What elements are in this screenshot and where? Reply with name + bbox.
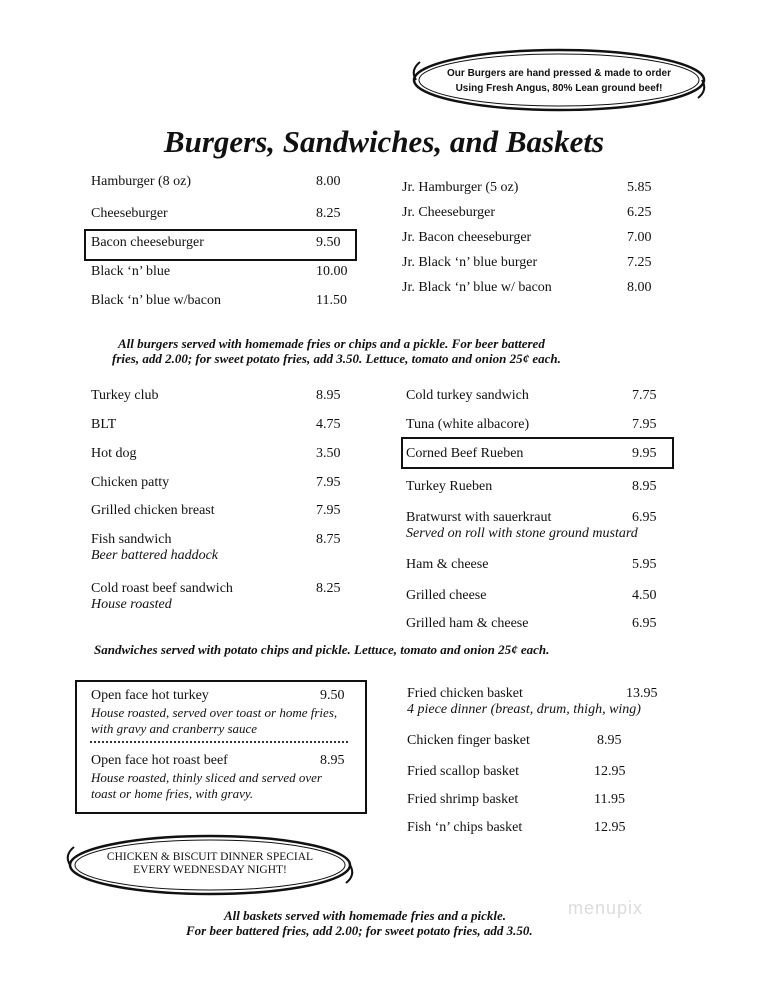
menu-price: 6.95 <box>632 510 657 525</box>
menu-item: Turkey Rueben <box>406 479 493 494</box>
special-oval-line1: CHICKEN & BISCUIT DINNER SPECIAL <box>106 851 314 863</box>
menu-price: 7.95 <box>316 475 341 490</box>
menu-price: 5.95 <box>632 557 657 572</box>
menu-item: Jr. Black ‘n’ blue burger <box>402 255 538 270</box>
top-oval-line1: Our Burgers are hand pressed & made to order <box>447 68 671 79</box>
menu-item: Grilled ham & cheese <box>406 616 529 631</box>
menu-item: Jr. Hamburger (5 oz) <box>402 180 519 195</box>
menu-price: 8.95 <box>632 479 657 494</box>
menu-item: Fried scallop basket <box>407 764 519 779</box>
page-title: Burgers, Sandwiches, and Baskets <box>163 124 605 159</box>
dotted-divider <box>90 741 348 743</box>
menu-price: 5.85 <box>627 180 652 195</box>
basket-note-line2: For beer battered fries, add 2.00; for sweet potato fries, add 3.50. <box>186 923 533 938</box>
menu-item: Bratwurst with sauerkraut <box>406 510 552 525</box>
menu-item: Jr. Cheeseburger <box>402 205 496 220</box>
sandwich-note: Sandwiches served with potato chips and pickle. Lettuce, tomato and onion 25¢ each. <box>94 642 550 657</box>
burger-note-line2: fries, add 2.00; for sweet potato fries, add 3.50. Lettuce, tomato and onion 25¢ each. <box>112 351 561 366</box>
menu-item-description: House roasted <box>91 597 172 612</box>
menu-price: 6.95 <box>632 616 657 631</box>
menu-item-description: Served on roll with stone ground mustard <box>406 526 638 541</box>
menu-item: Jr. Bacon cheeseburger <box>402 230 532 245</box>
menu-price: 13.95 <box>626 686 658 701</box>
menu-price: 9.50 <box>316 235 341 250</box>
menu-price: 7.25 <box>627 255 652 270</box>
menu-price: 7.00 <box>627 230 652 245</box>
menu-price: 8.00 <box>627 280 652 295</box>
menu-price: 7.95 <box>632 417 657 432</box>
menu-price: 12.95 <box>594 820 626 835</box>
menu-item: Hamburger (8 oz) <box>91 174 192 189</box>
menu-item: Ham & cheese <box>406 557 489 572</box>
special-oval-line2: EVERY WEDNESDAY NIGHT! <box>133 864 287 876</box>
menu-item-description: with gravy and cranberry sauce <box>91 721 258 736</box>
menu-item: Hot dog <box>91 446 137 461</box>
menu-price: 3.50 <box>316 446 341 461</box>
menu-price: 4.75 <box>316 417 341 432</box>
menu-price: 10.00 <box>316 264 348 279</box>
menu-item-description: toast or home fries, with gravy. <box>91 786 254 801</box>
menu-item: Turkey club <box>91 388 159 403</box>
menu-item: Fish sandwich <box>91 532 172 547</box>
menu-price: 8.25 <box>316 581 341 596</box>
menu-item: Cheeseburger <box>91 206 168 221</box>
menu-item: Cold turkey sandwich <box>406 388 529 403</box>
menu-item: Open face hot turkey <box>91 688 209 703</box>
menu-price: 9.95 <box>632 446 657 461</box>
menu-price: 12.95 <box>594 764 626 779</box>
menu-item: Jr. Black ‘n’ blue w/ bacon <box>402 280 552 295</box>
menu-item: Bacon cheeseburger <box>91 235 204 250</box>
menu-item-description: House roasted, thinly sliced and served over <box>91 770 322 785</box>
special-oval-text <box>72 851 348 877</box>
top-oval-text <box>418 66 700 96</box>
top-oval-line2: Using Fresh Angus, 80% Lean ground beef! <box>455 83 663 94</box>
menu-item: Open face hot roast beef <box>91 753 228 768</box>
basket-note-line1: All baskets served with homemade fries and a pickle. <box>224 908 507 923</box>
menu-item: Chicken finger basket <box>407 733 530 748</box>
menu-item-description: House roasted, served over toast or home fries, <box>91 705 338 720</box>
menu-price: 8.75 <box>316 532 341 547</box>
menu-price: 7.95 <box>316 503 341 518</box>
burger-note-line1: All burgers served with homemade fries or chips and a pickle. For beer battered <box>118 336 545 351</box>
menu-price: 8.25 <box>316 206 341 221</box>
menu-price: 9.50 <box>320 688 345 703</box>
menu-price: 8.95 <box>597 733 622 748</box>
menu-item: Tuna (white albacore) <box>406 417 530 432</box>
menu-item: Fried chicken basket <box>407 686 523 701</box>
menu-item: Black ‘n’ blue <box>91 264 171 279</box>
menu-item: Corned Beef Rueben <box>406 446 524 461</box>
menu-price: 11.50 <box>316 293 347 308</box>
menu-item: Grilled cheese <box>406 588 487 603</box>
menu-item: Fried shrimp basket <box>407 792 519 807</box>
menu-price: 8.95 <box>316 388 341 403</box>
watermark: menupix <box>568 898 644 918</box>
menu-item-description: Beer battered haddock <box>91 548 218 563</box>
menu-price: 6.25 <box>627 205 652 220</box>
menu-item: Black ‘n’ blue w/bacon <box>91 293 221 308</box>
menu-price: 8.00 <box>316 174 341 189</box>
menu-price: 11.95 <box>594 792 625 807</box>
menu-item: Fish ‘n’ chips basket <box>407 820 523 835</box>
menu-item: Grilled chicken breast <box>91 503 215 518</box>
menu-item: Cold roast beef sandwich <box>91 581 233 596</box>
menu-price: 7.75 <box>632 388 657 403</box>
menu-item: Chicken patty <box>91 475 170 490</box>
menu-item-description: 4 piece dinner (breast, drum, thigh, wing) <box>407 702 641 717</box>
menu-price: 4.50 <box>632 588 657 603</box>
menu-price: 8.95 <box>320 753 345 768</box>
menu-item: BLT <box>91 417 117 432</box>
